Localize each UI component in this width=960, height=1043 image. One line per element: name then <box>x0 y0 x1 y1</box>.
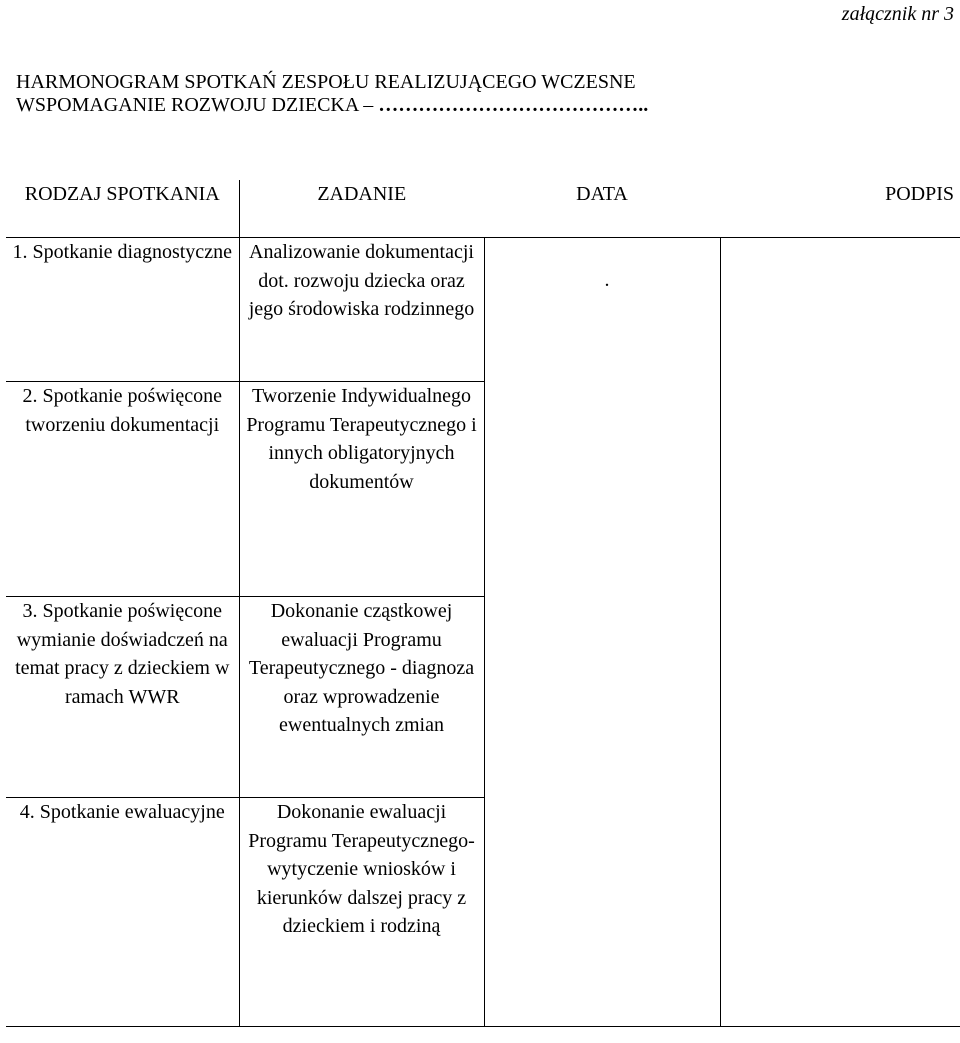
header-signature: PODPIS <box>885 183 954 205</box>
header-date: DATA <box>576 183 628 205</box>
meeting-type-cell: 3. Spotkanie poświęcone wymianie doświadczeń na temat pracy z dzieckiem w ramach WWR <box>6 597 239 798</box>
annex-label: załącznik nr 3 <box>841 3 954 25</box>
task-cell: Dokonanie cząstkowej ewaluacji Programu Terapeutycznego - diagnoza oraz wprowadzenie ewentualnych zmian <box>239 597 484 798</box>
signature-cell[interactable] <box>720 382 960 597</box>
date-cell[interactable] <box>484 238 720 382</box>
table-row <box>6 798 960 1027</box>
date-cell[interactable] <box>484 597 720 798</box>
header-meeting-type: RODZAJ SPOTKANIA <box>6 180 239 238</box>
meeting-type-cell: 2. Spotkanie poświęcone tworzeniu dokumentacji <box>6 382 239 597</box>
header-task: ZADANIE <box>239 180 484 238</box>
date-cell[interactable] <box>484 382 720 597</box>
title-line-2-text: WSPOMAGANIE ROZWOJU DZIECKA – <box>16 94 374 116</box>
title-line-2-dots: ………………………………….. <box>373 94 649 116</box>
meeting-type-cell: 4. Spotkanie ewaluacyjne <box>6 798 239 1027</box>
title-line-2 <box>16 94 956 117</box>
table-header-row <box>6 180 960 238</box>
meeting-schedule-table <box>6 180 960 1027</box>
table-row <box>6 597 960 798</box>
task-cell: Tworzenie Indywidualnego Programu Terapeutycznego i innych obligatoryjnych dokumentów <box>239 382 484 597</box>
meeting-type-cell: 1. Spotkanie diagnostyczne <box>6 238 239 382</box>
task-cell: Dokonanie ewaluacji Programu Terapeutycznego- wytyczenie wniosków i kierunków dalszej pracy z dzieckiem i rodziną <box>239 798 484 1027</box>
title-line-1: HARMONOGRAM SPOTKAŃ ZESPOŁU REALIZUJĄCEGO WCZESNE <box>16 71 636 93</box>
signature-cell[interactable] <box>720 798 960 1027</box>
date-cell[interactable] <box>484 798 720 1027</box>
signature-cell[interactable] <box>720 597 960 798</box>
table-row <box>6 382 960 597</box>
date-value: . <box>604 269 610 291</box>
table-row <box>6 238 960 382</box>
document-title <box>16 71 956 117</box>
task-cell: Analizowanie dokumentacji dot. rozwoju dziecka oraz jego środowiska rodzinnego <box>239 238 484 382</box>
signature-cell[interactable] <box>720 238 960 382</box>
